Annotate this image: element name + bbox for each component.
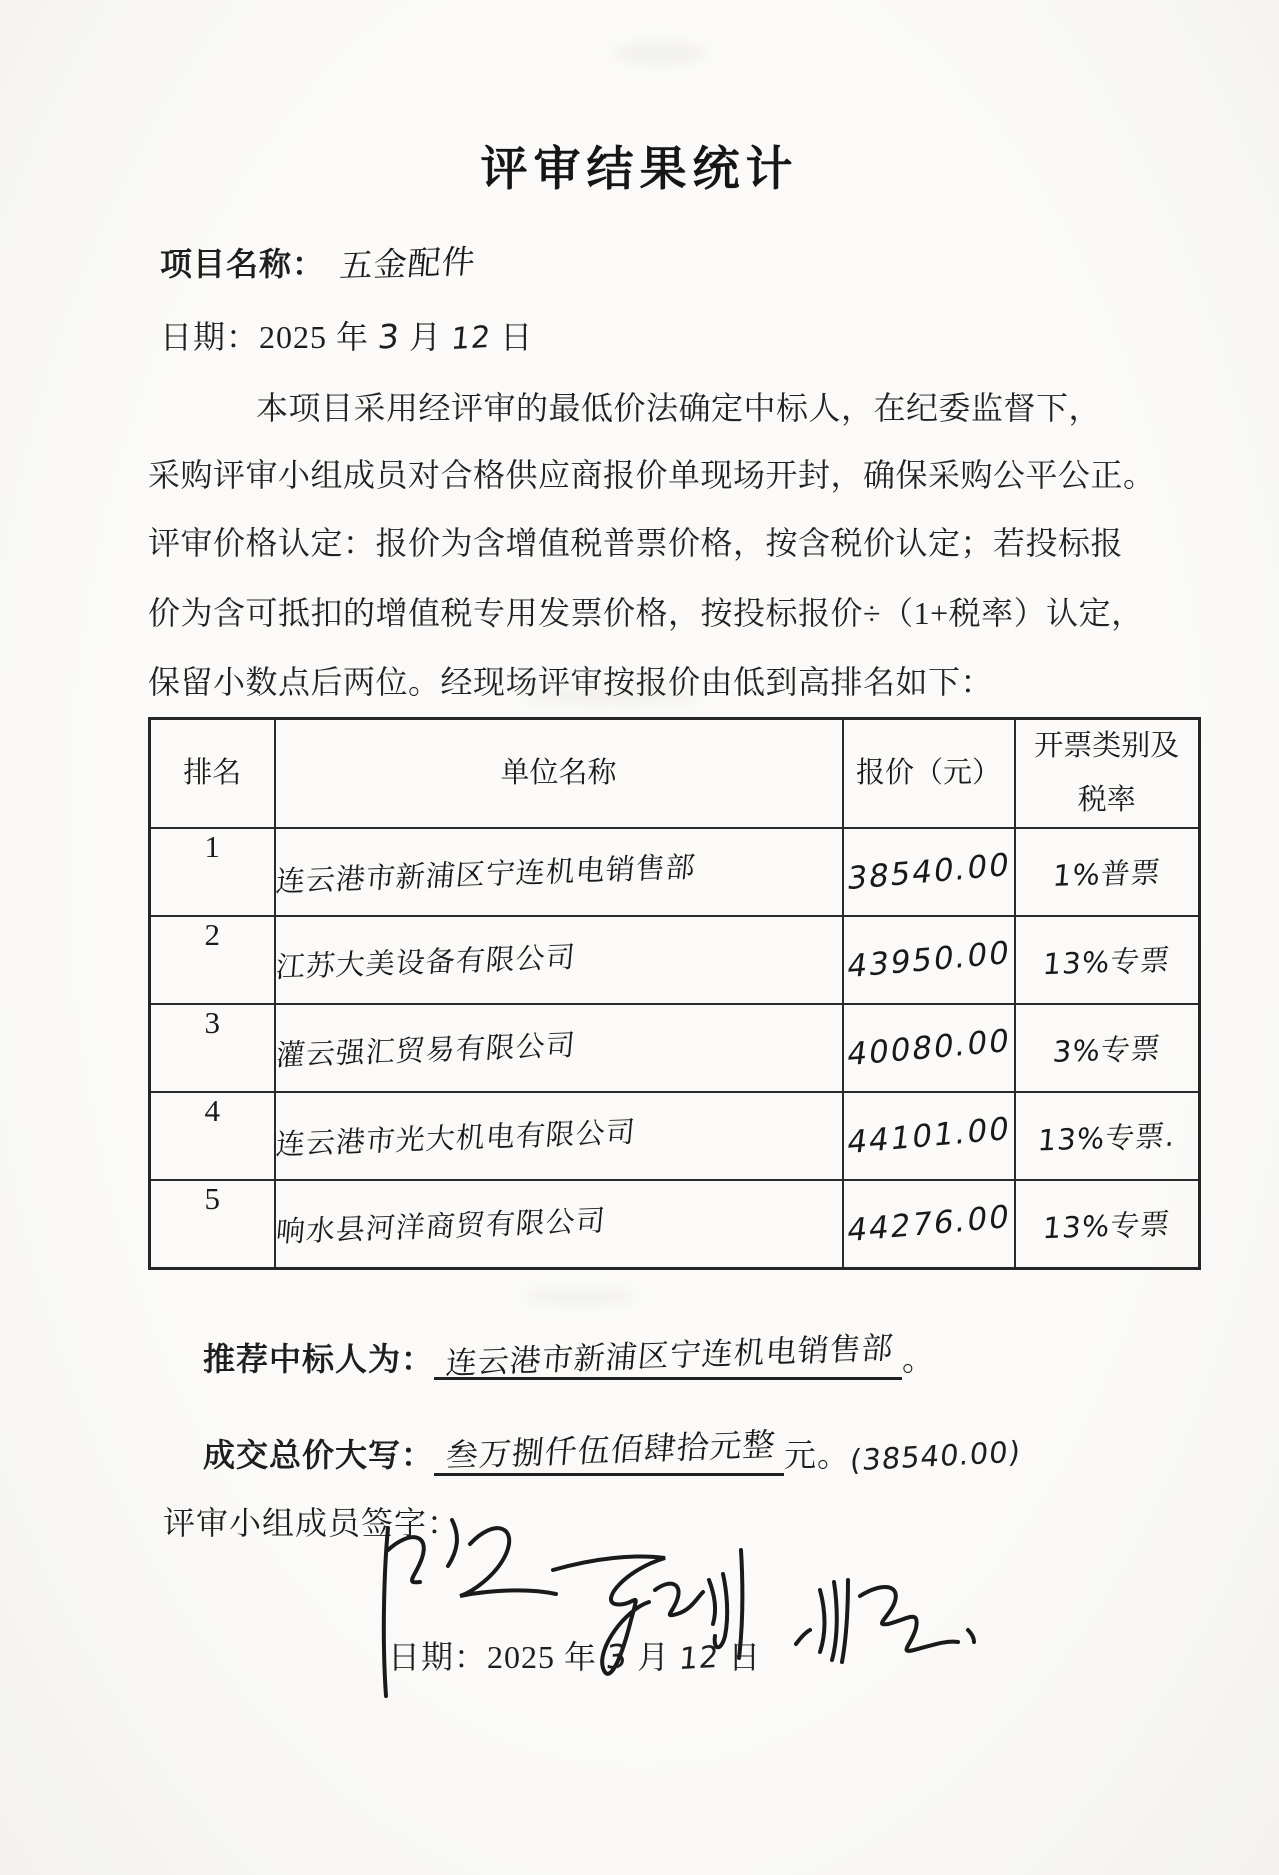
tax-handwritten: 1%普票 [1051,854,1163,893]
header-tax-line2: 税率 [1077,783,1136,816]
table-header-row [150,719,1200,829]
amount-capital-handwritten: 叁万捌仟伍佰肆拾元整 [444,1425,778,1475]
company-handwritten: 灌云强汇贸易有限公司 [273,1027,577,1073]
price-handwritten: 43950.00 [844,934,1013,986]
tax-handwritten: 13%专票 [1041,942,1172,982]
scan-smudge [615,42,705,64]
header-rank: 排名 [150,719,275,829]
rank-cell: 1 [150,828,275,916]
recommend-underline [434,1330,902,1380]
tax-handwritten: 13%专票 [1041,1206,1172,1246]
date-month-handwritten: 3 [376,316,402,357]
body-paragraph-line: 保留小数点后两位。经现场评审按报价由低到高排名如下： [148,664,994,700]
date-line-bottom [388,1632,761,1678]
company-handwritten: 连云港市光大机电有限公司 [273,1114,637,1162]
bottom-date-month-unit: 月 [637,1639,671,1675]
price-handwritten: 44276.00 [844,1198,1013,1250]
amount-unit: 元。 [784,1437,851,1473]
date-day-handwritten: 12 [449,319,493,358]
rank-cell: 5 [150,1180,275,1269]
body-paragraph-line: 评审价格认定：报价为含增值税普票价格，按含税价认定；若投标报 [148,525,1124,561]
company-handwritten: 连云港市新浦区宁连机电销售部 [274,849,697,899]
rank-cell: 4 [150,1092,275,1180]
signature-3 [790,1560,990,1680]
header-price: 报价（元） [843,719,1015,829]
tax-handwritten: 3%专票 [1051,1030,1163,1069]
bottom-date-day-unit: 日 [728,1639,762,1675]
body-paragraph-line: 价为含可抵扣的增值税专用发票价格，按投标报价÷（1+税率）认定， [148,595,1144,631]
tax-handwritten: 13%专票. [1036,1118,1177,1158]
scan-smudge [520,1290,640,1304]
table-row [150,916,1200,1004]
bottom-date-day-handwritten: 12 [677,1639,721,1678]
bid-ranking-table [148,717,1201,1270]
total-amount-line [203,1425,1021,1476]
page-title: 评审结果统计 [480,144,799,196]
table-row [150,1180,1200,1269]
price-handwritten: 38540.00 [844,846,1013,898]
price-handwritten: 40080.00 [844,1022,1013,1074]
table-row [150,828,1200,916]
table-row [150,1004,1200,1092]
recommend-period: 。 [902,1341,936,1377]
project-name-value-handwritten: 五金配件 [338,241,478,286]
project-name-line [160,238,476,285]
signature-label: 评审小组成员签字： [163,1505,461,1541]
header-tax-line1: 开票类别及 [1034,730,1180,762]
company-handwritten: 响水县河洋商贸有限公司 [273,1202,607,1249]
body-paragraph-line: 采购评审小组成员对合格供应商报价单现场开封，确保采购公平公正。 [148,457,1156,493]
bottom-date-year: 2025 年 [487,1639,598,1675]
header-tax [1015,719,1200,829]
amount-numeric-handwritten: (38540.00) [848,1434,1023,1478]
date-month-unit: 月 [409,319,443,355]
company-handwritten: 江苏大美设备有限公司 [273,939,577,985]
rank-cell: 2 [150,916,275,1004]
recommend-winner-line [203,1330,935,1380]
rank-cell: 3 [150,1004,275,1092]
amount-underline [434,1425,784,1476]
bottom-date-label: 日期： [388,1639,488,1675]
date-year: 2025 年 [259,319,370,355]
bottom-date-month-handwritten: 3 [604,1636,630,1677]
table-row [150,1092,1200,1180]
price-handwritten: 44101.00 [844,1110,1013,1162]
body-paragraph-line: 本项目采用经评审的最低价法确定中标人，在纪委监督下， [256,390,1102,426]
date-line-top [160,312,533,358]
recommend-value-handwritten: 连云港市新浦区宁连机电销售部 [444,1330,896,1382]
date-day-unit: 日 [500,319,534,355]
project-name-label: 项目名称： [160,246,326,282]
recommend-label: 推荐中标人为： [203,1341,435,1377]
header-company: 单位名称 [275,719,843,829]
amount-label: 成交总价大写： [203,1437,435,1473]
date-label: 日期： [160,319,260,355]
